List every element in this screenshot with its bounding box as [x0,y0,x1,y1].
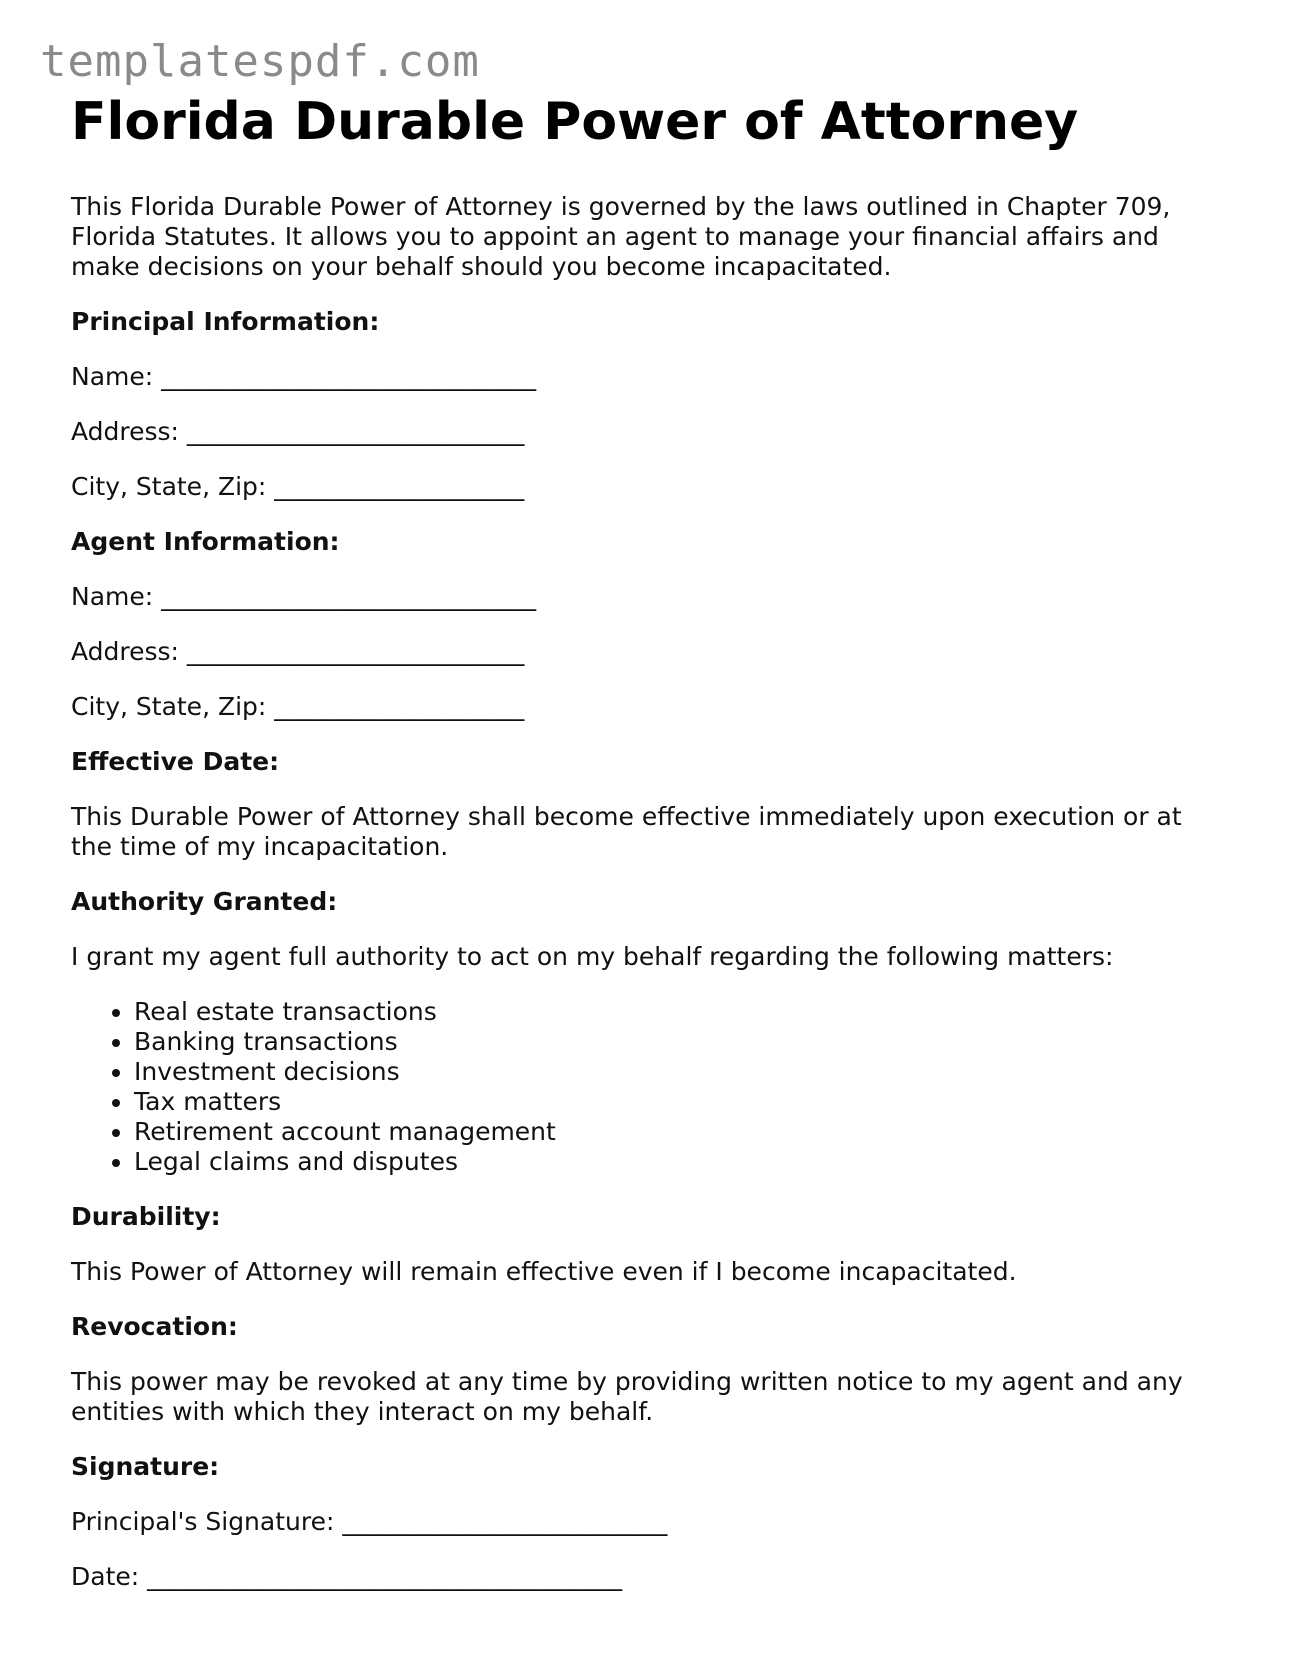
signature-heading: Signature: [71,1452,220,1481]
list-item: • Real estate transactions [134,997,1221,1027]
agent-city-field: City, State, Zip: ____________________ [71,692,525,721]
agent-name-field: Name: ______________________________ [71,582,537,611]
page-title: Florida Durable Power of Attorney [71,92,1079,152]
list-item: • Banking transactions [134,1027,1221,1057]
effective-date-text: This Durable Power of Attorney shall become effective immediately upon execution or at the time of my incapacitation. [71,802,1182,861]
revocation-text: This power may be revoked at any time by providing written notice to my agent and any entities with which they interact on my behalf. [71,1367,1183,1426]
principal-name-field: Name: ______________________________ [71,362,537,391]
principal-address-field: Address: ___________________________ [71,417,525,446]
authority-heading: Authority Granted: [71,887,338,916]
list-item: • Legal claims and disputes [134,1147,1221,1177]
list-item: • Tax matters [134,1087,1221,1117]
list-item: • Investment decisions [134,1057,1221,1087]
principal-signature-field: Principal's Signature: __________________________ [71,1507,668,1536]
authority-list [71,997,1221,1177]
agent-heading: Agent Information: [71,527,340,556]
intro-paragraph: This Florida Durable Power of Attorney is governed by the laws outlined in Chapter 709, Florida Statutes. It allows you to appoint an agent to manage your financial affairs and make decisions on your behalf should you become incapacitated. [71,192,1171,281]
authority-text: I grant my agent full authority to act on my behalf regarding the following matters: [71,942,1114,971]
durability-text: This Power of Attorney will remain effective even if I become incapacitated. [71,1257,1017,1286]
watermark: templatespdf.com [40,36,480,87]
revocation-heading: Revocation: [71,1312,238,1341]
agent-address-field: Address: ___________________________ [71,637,525,666]
durability-heading: Durability: [71,1202,221,1231]
principal-heading: Principal Information: [71,307,380,336]
principal-city-field: City, State, Zip: ____________________ [71,472,525,501]
signature-date-field: Date: ______________________________________ [71,1562,623,1591]
list-item: • Retirement account management [134,1117,1221,1147]
effective-date-heading: Effective Date: [71,747,280,776]
document [71,92,1221,1592]
